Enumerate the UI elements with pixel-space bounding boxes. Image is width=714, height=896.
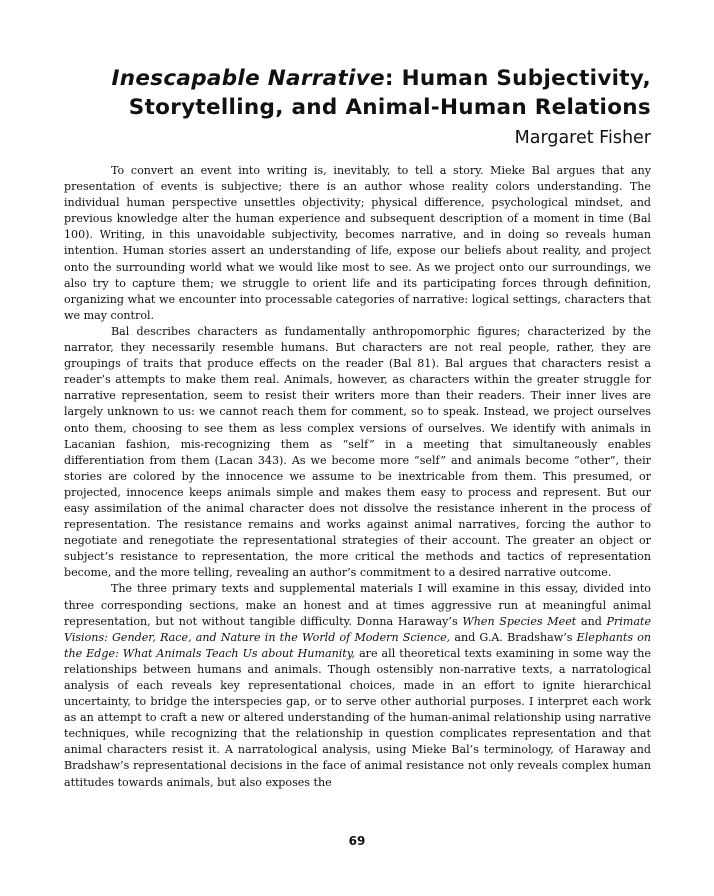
author-name: Margaret Fisher <box>514 128 651 148</box>
book-title-primate-visions: Primate Visions: Gender, Race, and Nature in the World of Modern Science, <box>64 614 652 644</box>
article-body <box>64 163 651 791</box>
page-number: 69 <box>348 834 366 848</box>
paragraph-3-text-d: are all theoretical texts examining in some way the relationships between humans and animals. Though ostensibly non-narrative texts, a narratological analysis of each reveals key representational choices, made in an effort to ignite hierarchical uncertainty, to bridge the interspecies gap, or to serve other authorial purposes. I interpret each work as an attempt to craft a new or altered understanding of the human-animal relationship using narrative techniques, while recognizing that the relationship in question complicates representation and that animal characters resist it. A narratological analysis, using Mieke Bal’s terminology, of Haraway and Bradshaw’s representational decisions in the face of animal resistance not only reveals complex human attitudes towards animals, but also exposes the <box>64 646 651 789</box>
book-title-when-species-meet: When Species Meet <box>462 614 577 628</box>
title-subtitle-part: : Human Subjectivity, <box>384 66 651 91</box>
paragraph-3-text-c: and G.A. Bradshaw’s <box>450 630 577 644</box>
paragraph-2: Bal describes characters as fundamentally anthropomorphic figures; characterized by the narrator, they necessarily resemble humans. But characters are not real people, rather, they are groupings of traits that produce effects on the reader (Bal 81). Bal argues that characters resist a reader’s attempts to make them real. Animals, however, as characters within the greater struggle for narrative representation, seem to resist their writers more than their readers. Their inner lives are largely unknown to us: we cannot reach them for comment, so to speak. Instead, we project ourselves onto them, choosing to see them as less complex versions of ourselves. We identify with animals in Lacanian fashion, mis-recognizing them as “self” in a meeting that simultaneously enables differentiation from them (Lacan 343). As we become more “self” and animals become “other”, their stories are colored by the innocence we assume to be inextricable from them. This presumed, or projected, innocence keeps animals simple and makes them easy to process and represent. But our easy assimilation of the animal character does not dissolve the resistance inherent in the process of representation. The resistance remains and works against animal narratives, forcing the author to negotiate and renegotiate the representational strategies of their account. The greater an object or subject’s resistance to representation, the more critical the methods and tactics of representation become, and the more telling, revealing an author’s commitment to a desired narrative outcome. <box>64 324 651 580</box>
title-italic-part: Inescapable Narrative <box>111 66 385 91</box>
book-title-elephants-on-the-edge: Elephants on the Edge: What Animals Teach Us about Humanity, <box>64 630 652 660</box>
article-title <box>90 64 651 122</box>
paragraph-1: To convert an event into writing is, inevitably, to tell a story. Mieke Bal argues that any presentation of events is subjective; there is an author whose reality colors understanding. The individual human perspective unsettles objectivity; physical difference, psychological mindset, and previous knowledge alter the human experience and subsequent description of a moment in time (Bal 100). Writing, in this unavoidable subjectivity, becomes narrative, and in doing so reveals human intention. Human stories assert an understanding of life, expose our beliefs about reality, and project onto the surrounding world what we would like most to see. As we project onto our surroundings, we also try to capture them; we struggle to orient life and its participating forces through definition, organizing what we encounter into processable categories of narrative: logical settings, characters that we may control. <box>64 164 651 322</box>
paragraph-3 <box>64 581 651 790</box>
paragraph-3-text-a: The three primary texts and supplemental materials I will examine in this essay, divided into three corresponding sections, make an honest and at times aggressive run at meaningful animal representation, but not without tangible difficulty. Donna Haraway’s <box>64 582 651 628</box>
title-line-1 <box>90 64 651 93</box>
title-line-2: Storytelling, and Animal-Human Relations <box>128 95 651 120</box>
paragraph-3-text-b: and <box>576 614 607 628</box>
